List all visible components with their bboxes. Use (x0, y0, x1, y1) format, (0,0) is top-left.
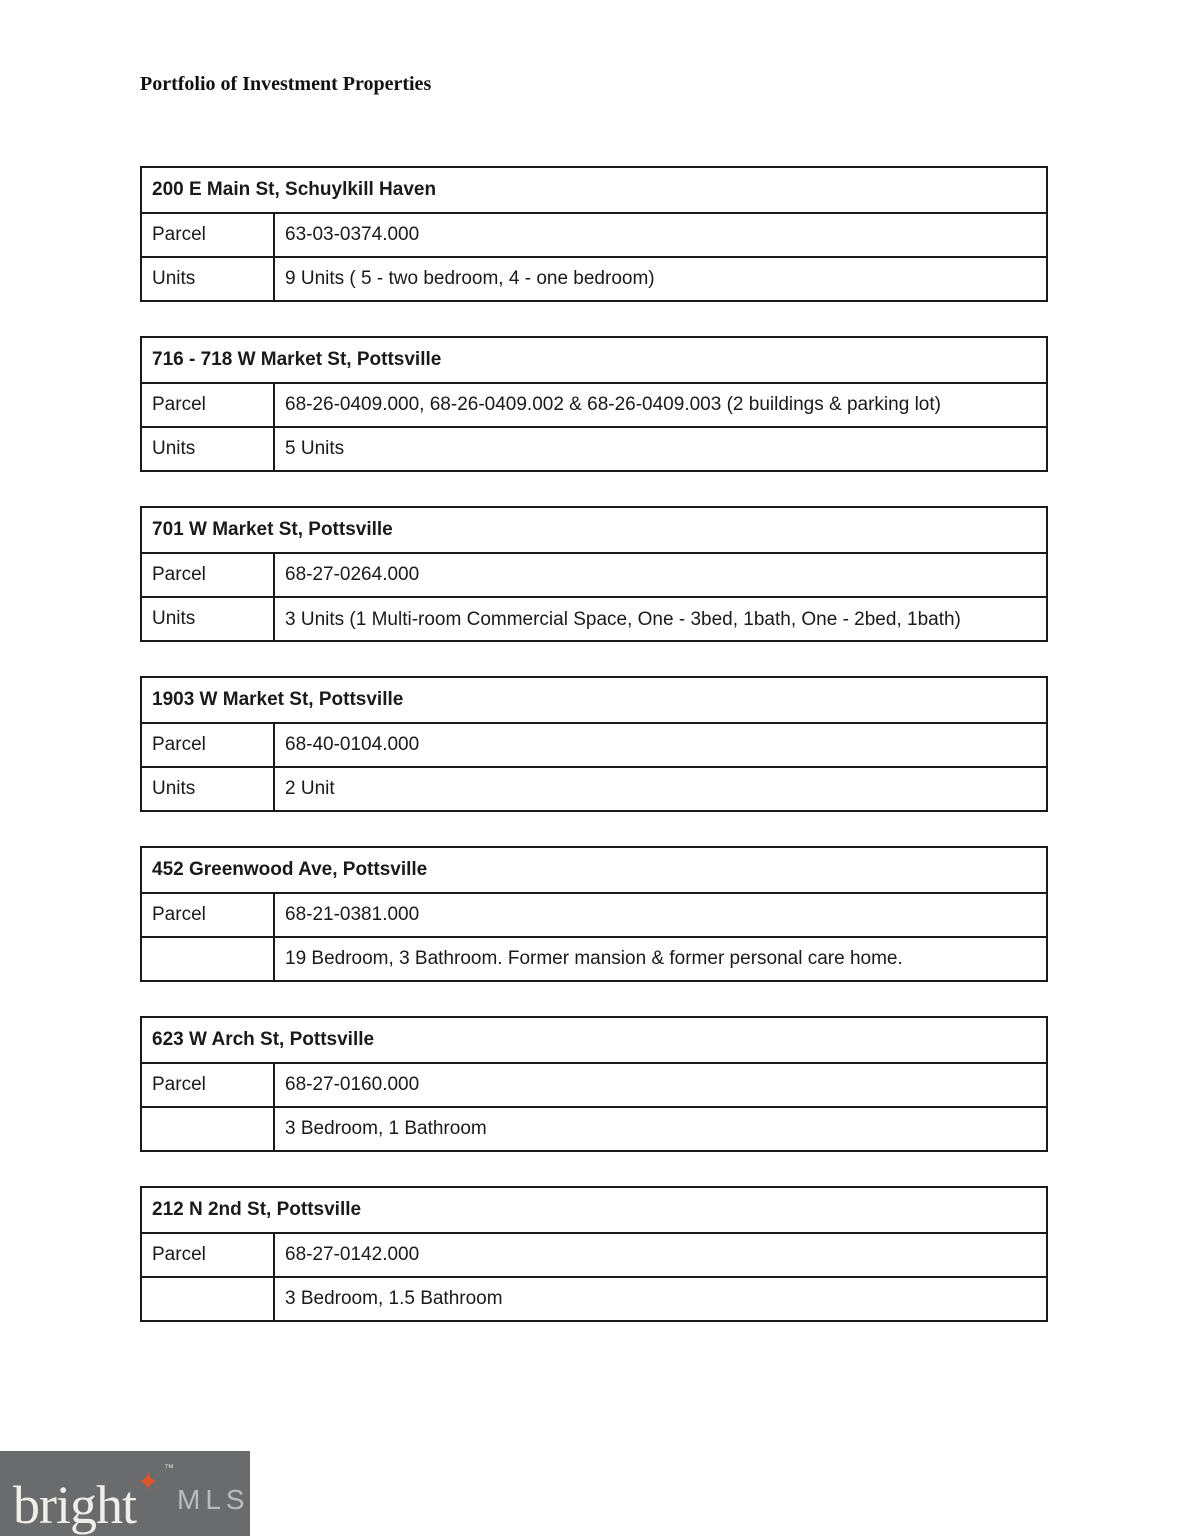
row-value-parcel: 63-03-0374.000 (274, 213, 1047, 257)
row-value-description: 3 Bedroom, 1 Bathroom (274, 1107, 1047, 1151)
row-label-parcel: Parcel (141, 1063, 274, 1107)
row-label-units: Units (141, 427, 274, 471)
property-table-212-n-2nd (140, 1186, 1048, 1322)
page-title: Portfolio of Investment Properties (140, 73, 432, 95)
row-value-units: 2 Unit (274, 767, 1047, 811)
four-point-star-icon: ✦ (137, 1467, 160, 1497)
property-table-623-w-arch (140, 1016, 1048, 1152)
property-address: 1903 W Market St, Pottsville (141, 677, 1047, 723)
brightmls-logo (0, 1451, 250, 1536)
row-label-parcel: Parcel (141, 553, 274, 597)
row-label-parcel: Parcel (141, 723, 274, 767)
property-table-452-greenwood (140, 846, 1048, 982)
property-address: 701 W Market St, Pottsville (141, 507, 1047, 553)
property-table-716-718-w-market (140, 336, 1048, 472)
row-value-description: 19 Bedroom, 3 Bathroom. Former mansion & former personal care home. (274, 937, 1047, 981)
row-value-units-text: 3 Units (1 Multi-room Commercial Space, One - 3bed, 1bath, One - 2bed, 1bath) (285, 608, 961, 630)
property-address: 623 W Arch St, Pottsville (141, 1017, 1047, 1063)
property-table-701-w-market (140, 506, 1048, 642)
property-address: 716 - 718 W Market St, Pottsville (141, 337, 1047, 383)
row-label-units: Units (141, 767, 274, 811)
row-value-parcel: 68-27-0264.000 (274, 553, 1047, 597)
row-value-parcel: 68-40-0104.000 (274, 723, 1047, 767)
row-value-units (274, 597, 1047, 641)
row-label-units: Units (141, 597, 274, 641)
property-table-1903-w-market (140, 676, 1048, 812)
brand-suffix: MLS (177, 1484, 250, 1515)
property-address: 452 Greenwood Ave, Pottsville (141, 847, 1047, 893)
row-value-parcel: 68-27-0142.000 (274, 1233, 1047, 1277)
row-label-empty (141, 1277, 274, 1321)
trademark-symbol: ™ (164, 1463, 174, 1474)
property-address: 200 E Main St, Schuylkill Haven (141, 167, 1047, 213)
row-label-parcel: Parcel (141, 1233, 274, 1277)
row-value-parcel: 68-27-0160.000 (274, 1063, 1047, 1107)
row-value-parcel: 68-26-0409.000, 68-26-0409.002 & 68-26-0409.003 (2 buildings & parking lot) (274, 383, 1047, 427)
row-value-units: 5 Units (274, 427, 1047, 471)
row-label-parcel: Parcel (141, 213, 274, 257)
row-label-parcel: Parcel (141, 383, 274, 427)
row-value-parcel: 68-21-0381.000 (274, 893, 1047, 937)
row-value-units: 9 Units ( 5 - two bedroom, 4 - one bedroom) (274, 257, 1047, 301)
brand-wordmark: bright (13, 1475, 136, 1535)
row-label-empty (141, 1107, 274, 1151)
row-label-units: Units (141, 257, 274, 301)
row-value-description: 3 Bedroom, 1.5 Bathroom (274, 1277, 1047, 1321)
row-label-empty (141, 937, 274, 981)
property-address: 212 N 2nd St, Pottsville (141, 1187, 1047, 1233)
property-table-200-e-main (140, 166, 1048, 302)
row-label-parcel: Parcel (141, 893, 274, 937)
